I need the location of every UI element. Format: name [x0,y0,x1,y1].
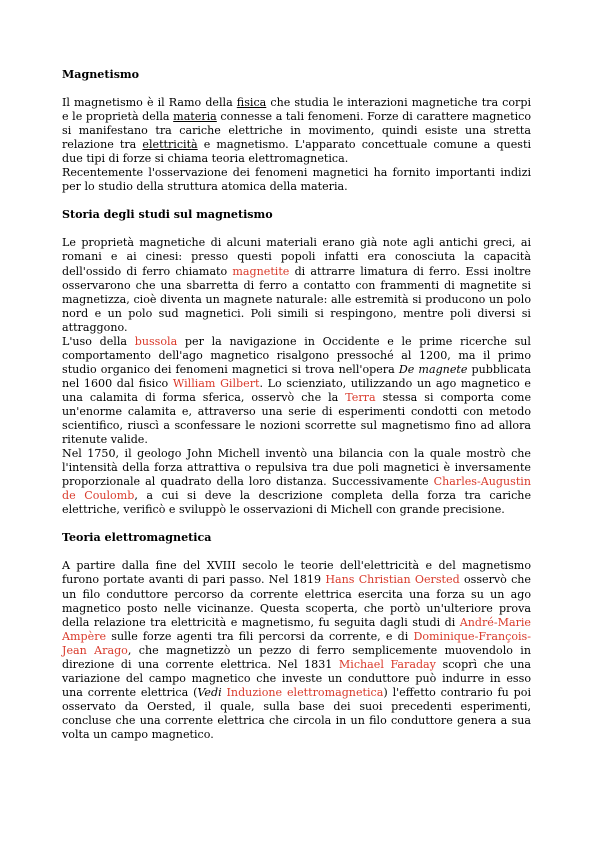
text-run: che studia le interazioni magnetiche tra corpi e le proprietà della [62,96,532,124]
text-run: di attrarre limatura di ferro. Essi inoltre osservarono che una sbarretta di ferro a contatto con frammenti di magnetite si magnetizza, cioè diventa un magnete naturale: alle estremità si producono un polo nord e un polo sud magnetici. Poli simili si respingono, mentre poli diversi si attraggono. [62,264,531,334]
section-title-teoria: Teoria elettromagnetica [62,531,212,545]
text-run: Nel 1750, il geologo John Michell inventò una bilancia con la quale mostrò che l'intensità della forza attrattiva o repulsiva tra due poli magnetici è inversamente proporzionale al quadrato della loro distanza. Successivamente [62,447,531,489]
link-elettricita[interactable]: elettricità [142,138,198,152]
paragraph-storia-2 [62,335,531,447]
text-run: e magnetismo. L'apparato concettuale comune a questi due tipi di forze si chiama teoria elettromagnetica. [62,138,531,166]
text-run: A partire dalla fine del XVIII secolo le teorie dell'elettricità e del magnetismo furono portate avanti di pari passo. Nel 1819 [62,559,531,587]
document-page [62,68,531,742]
paragraph-intro [62,96,531,166]
link-magnetite[interactable]: magnetite [232,264,290,278]
text-run: stessa si comporta come un'enorme calamita e, attraverso una serie di esperimenti condotti con metodo scientifico, riuscì a sconfessare le nozioni scorrette sul magnetismo fino ad allora ritenute valide. [62,390,532,447]
text-run: L'uso della [62,334,135,348]
text-run: per la navigazione in Occidente e le prime ricerche sul comportamento dell'ago magnetico risalgono pressoché al 1200, ma il primo studio organico dei fenomeni magnetici si trova nell'opera [62,334,531,376]
text-run: . Lo scienziato, utilizzando un ago magnetico e una calamita di forma sferica, osservò che la [62,376,531,404]
text-run: pubblicata nel 1600 dal fisico [62,362,531,390]
italic-vedi: Vedi [197,685,222,699]
section-title-magnetismo: Magnetismo [62,68,140,81]
link-faraday[interactable]: Michael Faraday [338,657,436,671]
link-coulomb[interactable]: Charles-Augustin de Coulomb [62,475,531,503]
text-run: Il magnetismo è il Ramo della [62,96,237,110]
paragraph-storia-1 [62,236,531,334]
text-run: osservò che un filo conduttore percorso da corrente elettrica esercita una forza su un ago magnetico posto nelle vicinanze. Questa scoperta, che portò un'ulteriore prova della relazione tra elettricità e magnetismo, fu seguita dagli studi di [62,573,532,629]
text-run: , che magnetizzò un pezzo di ferro semplicemente muovendolo in direzione di una corrente elettrica. Nel 1831 [62,643,531,671]
link-oersted[interactable]: Hans Christian Oersted [325,573,460,587]
link-terra[interactable]: Terra [345,390,376,404]
link-ampere[interactable]: André-Marie Ampère [62,615,531,643]
text-run: connesse a tali fenomeni. Forze di carattere magnetico si manifestano tra cariche elettriche in movimento, quindi esiste una stretta relazione tra [62,110,532,152]
link-fisica[interactable]: fisica [236,96,267,110]
paragraph-teoria [62,559,531,742]
link-bussola[interactable]: bussola [134,334,178,348]
text-run: scoprì che una variazione del campo magnetico che investe un conduttore può indurre in esso una corrente elettrica ( [62,657,532,699]
paragraph-intro-2: Recentemente l'osservazione dei fenomeni magnetici ha fornito importanti indizi per lo studio della struttura atomica della materia. [62,166,531,194]
text-run: Le proprietà magnetiche di alcuni materiali erano già note agli antichi greci, ai romani e ai cinesi: presso questi popoli infatti era conosciuta la capacità dell'ossido di ferro chiamato [62,236,531,278]
link-arago[interactable]: Dominique-François-Jean Arago [62,629,531,657]
section-title-storia: Storia degli studi sul magnetismo [62,208,273,222]
link-william-gilbert[interactable]: William Gilbert [172,376,260,390]
link-induzione-elettromagnetica[interactable]: Induzione elettromagnetica [226,685,384,699]
link-materia[interactable]: materia [173,110,217,124]
text-run: ) l'effetto contrario fu poi osservato da Oersted, il quale, sulla base dei suoi precedenti esperimenti, concluse che una corrente elettrica che circola in un filo conduttore genera a sua volta un campo magnetico. [62,685,531,741]
italic-title: De magnete [398,362,468,376]
text-run: sulle forze agenti tra fili percorsi da corrente, e di [106,629,414,643]
paragraph-storia-3 [62,447,531,517]
text-run: , a cui si deve la descrizione completa della forza tra cariche elettriche, verificò e sviluppò le osservazioni di Michell con grande precisione. [62,489,532,517]
